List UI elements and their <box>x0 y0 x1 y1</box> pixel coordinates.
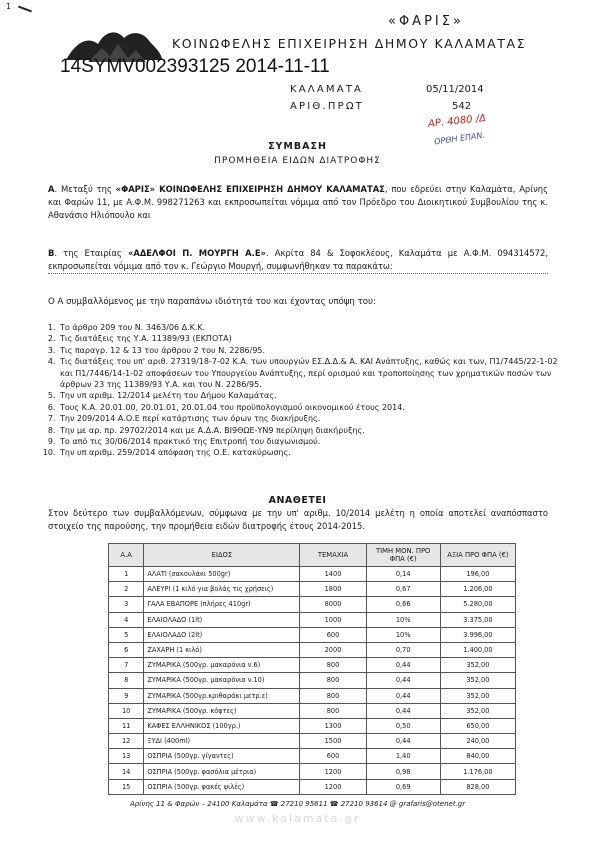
cell-aa: 1 <box>109 567 144 582</box>
cell-aa: 13 <box>109 749 144 764</box>
table-row <box>109 582 516 597</box>
handwritten-note: ΟΡΘΗ ΕΠΑΝ. <box>433 130 486 147</box>
cell-value: 840,00 <box>440 749 515 764</box>
cell-value: 5.280,00 <box>440 597 515 612</box>
cell-item: ΖΥΜΑΡΙΚΑ (500γρ. κόφτες) <box>144 703 300 718</box>
cell-item: ΟΣΠΡΙΑ (500γρ. γίγαντες) <box>144 749 300 764</box>
table-row <box>109 734 516 749</box>
party-a-prefix: . Μεταξύ της <box>54 184 116 194</box>
cell-unit-price: 0,14 <box>366 567 440 582</box>
city-label: ΚΑΛΑΜΑΤΑ <box>290 84 364 95</box>
clause-item: 3. Τις παραγρ. 12 & 13 του άρθρου 2 του Ν. 2286/95. <box>58 345 568 356</box>
cell-quantity: 1000 <box>300 612 366 627</box>
cell-quantity: 800 <box>300 673 366 688</box>
contract-subtitle: ΠΡΟΜΗΘΕΙΑ ΕΙΔΩΝ ΔΙΑΤΡΟΦΗΣ <box>214 156 381 166</box>
cell-unit-price: 0,70 <box>366 642 440 657</box>
party-a-text: , που εδρεύει στην Καλαμάτα, Αρίνης και Φαρών 11, με Α.Φ.Μ. 998271263 και εκπροσωπείται νόμιμα από τον Πρόεδρο του Διοικητικού Συμβουλίου της κ. Αθανάσιο Ηλιόπουλο και <box>48 184 548 220</box>
cell-item: ΖΥΜΑΡΙΚΑ (500γρ.κριθαράκι μετρ.ε) <box>144 688 300 703</box>
clauses-list <box>42 322 568 459</box>
cell-item: ΖΥΜΑΡΙΚΑ (500γρ. μακαρόνια ν.6) <box>144 658 300 673</box>
cell-value: 3.996,00 <box>440 627 515 642</box>
cell-item: ΟΣΠΡΙΑ (500γρ. φασόλια μέτρια) <box>144 764 300 779</box>
cell-value: 352,00 <box>440 703 515 718</box>
col-header-item: ΕΙΔΟΣ <box>144 544 300 567</box>
handwritten-annotation: ΑΡ. 4080 /Δ <box>427 112 487 131</box>
cell-value: 196,00 <box>440 567 515 582</box>
clause-item: 9. Το από τις 30/06/2014 πρακτικό της Επιτροπή του διαγωνισμού. <box>58 436 568 447</box>
cell-quantity: 8000 <box>300 597 366 612</box>
clause-item: 4. Τις διατάξεις του υπ' αριθ. 27319/18-7-02 Κ.Α. των υπουργών ΕΣ.Δ.Δ.& Α. ΚΑΙ Ανάπτυξης, καθώς και των, Π1/7445/22-1-02 και Π1/7446/14-1-02 αποφάσεων του Υπουργείου Ανάπτυξης, περί ορισμού και τροποποίησης των χρηματικών ποσών των άρθρων 23 της 11389/93 Υ.Α. και του Ν. 2286/95. <box>58 356 568 390</box>
table-row <box>109 612 516 627</box>
party-b-name: «ΑΔΕΛΦΟΙ Π. ΜΟΥΡΓΗ Α.Ε» <box>127 248 266 258</box>
protocol-label: ΑΡΙΘ.ΠΡΩΤ <box>290 101 364 112</box>
table-row <box>109 764 516 779</box>
cell-item: ΖΑΧΑΡΗ (1 κιλό) <box>144 642 300 657</box>
table-row <box>109 658 516 673</box>
cell-aa: 7 <box>109 658 144 673</box>
table-row <box>109 688 516 703</box>
cell-value: 1.400,00 <box>440 642 515 657</box>
col-header-unit-price: ΤΙΜΗ ΜΟΝ. ΠΡΟ ΦΠΑ (€) <box>366 544 440 567</box>
clause-item: 5. Την υπ αριθμ. 12/2014 μελέτη του Δήμου Καλαμάτας. <box>58 390 568 401</box>
cell-value: 352,00 <box>440 688 515 703</box>
cell-item: ΑΛΕΥΡΙ (1 κιλό για βολάς τις χρήσεις) <box>144 582 300 597</box>
cell-value: 352,00 <box>440 658 515 673</box>
cell-value: 3.375,00 <box>440 612 515 627</box>
cell-quantity: 1800 <box>300 582 366 597</box>
table-row <box>109 597 516 612</box>
cell-aa: 15 <box>109 779 144 794</box>
cell-value: 1.206,00 <box>440 582 515 597</box>
cell-item: ΞΥΔΙ (400ml) <box>144 734 300 749</box>
party-b-prefix: . της Εταιρίας <box>54 248 128 258</box>
cell-item: ΚΑΦΕΣ ΕΛΛΗΝΙΚΟΣ (100γρ.) <box>144 718 300 733</box>
items-table <box>108 543 516 795</box>
cell-quantity: 800 <box>300 703 366 718</box>
party-b-letter: Β <box>48 248 55 258</box>
cell-quantity: 1200 <box>300 779 366 794</box>
cell-quantity: 1300 <box>300 718 366 733</box>
table-row <box>109 749 516 764</box>
clause-item: 6. Τους Κ.Α. 20.01.00, 20.01.01, 20.01.04 του προϋπολογισμού οικονομικού έτους 2014. <box>58 402 568 413</box>
col-header-aa: Α.Α <box>109 544 144 567</box>
cell-aa: 3 <box>109 597 144 612</box>
cell-unit-price: 10% <box>366 612 440 627</box>
cell-unit-price: 0,44 <box>366 734 440 749</box>
cell-quantity: 600 <box>300 749 366 764</box>
cell-aa: 9 <box>109 688 144 703</box>
cell-quantity: 800 <box>300 658 366 673</box>
cell-quantity: 600 <box>300 627 366 642</box>
cell-item: ΑΛΑΤΙ (σακουλάκι 500gr) <box>144 567 300 582</box>
cell-unit-price: 0,44 <box>366 688 440 703</box>
party-b-text: . Ακρίτα 84 & Σοφοκλέους, Καλαμάτα με Α.Φ.Μ. 094314572, εκπροσωπείται νόμιμα από τον κ. Γεώργιο Μουργή, συμφωνήθηκαν τα παρακάτω: <box>48 248 548 271</box>
cell-item: ΕΛΑΙΟΛΑΔΟ (1lt) <box>144 612 300 627</box>
table-row <box>109 567 516 582</box>
org-full-name: ΚΟΙΝΩΦΕΛΗΣ ΕΠΙΧΕΙΡΗΣΗ ΔΗΜΟΥ ΚΑΛΑΜΑΤΑΣ <box>172 36 527 51</box>
cell-unit-price: 1,40 <box>366 749 440 764</box>
cell-quantity: 1500 <box>300 734 366 749</box>
assignment-heading: ΑΝΑΘΕΤΕΙ <box>268 495 327 506</box>
intro-line: Ο Α συμβαλλόμενος με την παραπάνω ιδιότητά του και έχοντας υπόψη του: <box>48 297 376 307</box>
clause-item: 2. Τις διατάξεις της Υ.Α. 11389/93 (ΕΚΠΟΤΑ) <box>58 333 568 344</box>
document-id-stamp: 14SYMV002393125 2014-11-11 <box>60 56 330 77</box>
cell-value: 1.176,00 <box>440 764 515 779</box>
cell-item: ΕΛΑΙΟΛΑΔΟ (2lt) <box>144 627 300 642</box>
cell-value: 352,00 <box>440 673 515 688</box>
clause-item: 7. Την 209/2014 Α.Ο.Ε περί κατάρτισης των όρων της διακήρυξης. <box>58 413 568 424</box>
cell-unit-price: 0,44 <box>366 658 440 673</box>
assignment-paragraph: Στον δεύτερο των συμβαλλόμενων, σύμφωνα με την υπ' αριθμ. 10/2014 μελέτη η οποία αποτελεί αναπόσπαστο στοιχείο της παρούσης, την προμήθεια ειδών διατροφής έτους 2014-2015. <box>48 508 548 531</box>
protocol-number: 542 <box>452 101 472 112</box>
cell-aa: 8 <box>109 673 144 688</box>
cell-aa: 12 <box>109 734 144 749</box>
cell-aa: 10 <box>109 703 144 718</box>
col-header-quantity: ΤΕΜΑΧΙΑ <box>300 544 366 567</box>
cell-item: ΖΥΜΑΡΙΚΑ (500γρ. μακαρόνια ν.10) <box>144 673 300 688</box>
table-row <box>109 642 516 657</box>
col-header-value: ΑΞΙΑ ΠΡΟ ΦΠΑ (€) <box>440 544 515 567</box>
footer-contact: Αρίνης 11 & Φαρών – 24100 Καλαμάτα ☎ 27210 95611 ☎ 27210 93614 @ grafaris@otenet.gr <box>129 800 466 808</box>
table-row <box>109 673 516 688</box>
cell-aa: 4 <box>109 612 144 627</box>
contract-title: ΣΥΜΒΑΣΗ <box>268 141 327 152</box>
table-row <box>109 627 516 642</box>
clause-item: 1. Το άρθρο 209 του Ν. 3463/06 Δ.Κ.Κ. <box>58 322 568 333</box>
cell-unit-price: 0,50 <box>366 718 440 733</box>
cell-item: ΟΣΠΡΙΑ (500γρ. φακές ψιλές) <box>144 779 300 794</box>
cell-quantity: 800 <box>300 688 366 703</box>
cell-item: ΓΑΛΑ ΕΒΑΠΟΡΕ (πλήρες 410gr) <box>144 597 300 612</box>
cell-unit-price: 0,69 <box>366 779 440 794</box>
table-header-row <box>109 544 516 567</box>
cell-value: 828,00 <box>440 779 515 794</box>
cell-unit-price: 0,44 <box>366 673 440 688</box>
cell-unit-price: 0,44 <box>366 703 440 718</box>
table-row <box>109 779 516 794</box>
org-short-name: «ΦΑΡΙΣ» <box>388 14 464 29</box>
page-number-marker: 1 <box>6 2 12 11</box>
watermark: www.kalamata.gr <box>234 812 361 825</box>
document-date: 05/11/2014 <box>426 84 484 95</box>
party-a-name: «ΦΑΡΙΣ» ΚΟΙΝΩΦΕΛΗΣ ΕΠΙΧΕΙΡΗΣΗ ΔΗΜΟΥ ΚΑΛΑΜΑΤΑΣ <box>115 184 385 194</box>
cell-aa: 5 <box>109 627 144 642</box>
cell-aa: 11 <box>109 718 144 733</box>
cell-quantity: 2000 <box>300 642 366 657</box>
table-row <box>109 718 516 733</box>
party-a-letter: Α <box>48 184 55 194</box>
cell-aa: 14 <box>109 764 144 779</box>
cell-value: 240,00 <box>440 734 515 749</box>
cell-unit-price: 0,98 <box>366 764 440 779</box>
cell-unit-price: 0,66 <box>366 597 440 612</box>
scan-mark <box>18 6 32 13</box>
cell-unit-price: 0,67 <box>366 582 440 597</box>
party-b-paragraph <box>48 247 548 274</box>
table-row <box>109 703 516 718</box>
cell-quantity: 1400 <box>300 567 366 582</box>
cell-unit-price: 10% <box>366 627 440 642</box>
cell-value: 650,00 <box>440 718 515 733</box>
clause-item: 10. Την υπ αριθμ. 259/2014 απόφαση της Ο.Ε. κατακύρωσης. <box>58 447 568 458</box>
clause-item: 8. Την με αρ. πρ. 29702/2014 και με Α.Δ.Α. ΒΙ9ΘΩΕ-ΥΝ9 περίληψη διακήρυξης. <box>58 425 568 436</box>
cell-aa: 6 <box>109 642 144 657</box>
cell-aa: 2 <box>109 582 144 597</box>
cell-quantity: 1200 <box>300 764 366 779</box>
party-a-paragraph <box>48 183 548 222</box>
